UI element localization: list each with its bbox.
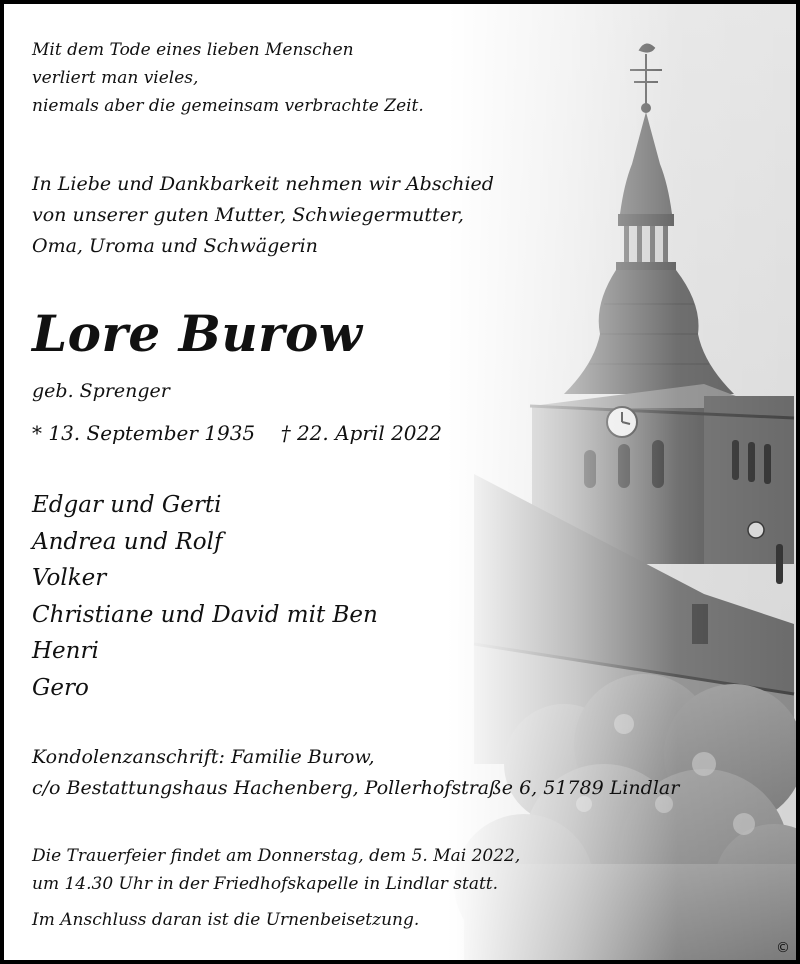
mourner-entry: Edgar und Gerti — [32, 492, 222, 518]
farewell-intro — [32, 169, 494, 262]
life-dates — [32, 419, 442, 447]
quote-line: niemals aber die gemeinsam verbrachte Zeit. — [32, 96, 424, 116]
death-date: † 22. April 2022 — [280, 421, 442, 445]
birth-date: * 13. September 1935 — [32, 421, 256, 445]
church-tower-photo — [4, 4, 796, 960]
mourner-entry: Henri — [32, 638, 99, 664]
funeral-service-info — [32, 842, 520, 898]
intro-line: von unserer guten Mutter, Schwiegermutter, — [32, 204, 464, 226]
urn-burial-info: Im Anschluss daran ist die Urnenbeisetzung. — [32, 910, 420, 930]
condolence-address — [32, 742, 679, 804]
mourner-entry: Andrea und Rolf — [32, 528, 223, 555]
maiden-name: geb. Sprenger — [32, 380, 170, 402]
opening-quote — [32, 36, 424, 120]
service-line: Die Trauerfeier findet am Donnerstag, dem 5. Mai 2022, — [32, 846, 521, 866]
mourner-entry: Gero — [32, 674, 89, 701]
quote-line: Mit dem Tode eines lieben Menschen — [32, 40, 354, 60]
copyright-mark: © — [776, 940, 790, 956]
intro-line: In Liebe und Dankbarkeit nehmen wir Abschied — [32, 173, 494, 195]
address-line: c/o Bestattungshaus Hachenberg, Pollerhofstraße 6, 51789 Lindlar — [32, 777, 680, 799]
mourners-list — [32, 487, 378, 706]
deceased-name: Lore Burow — [32, 304, 363, 363]
mourner-entry: Christiane und David mit Ben — [32, 601, 378, 628]
address-line: Kondolenzanschrift: Familie Burow, — [32, 746, 375, 768]
service-line: um 14.30 Uhr in der Friedhofskapelle in Lindlar statt. — [32, 874, 499, 894]
quote-line: verliert man vieles, — [32, 68, 199, 88]
intro-line: Oma, Uroma und Schwägerin — [32, 235, 318, 257]
mourner-entry: Volker — [32, 565, 107, 591]
